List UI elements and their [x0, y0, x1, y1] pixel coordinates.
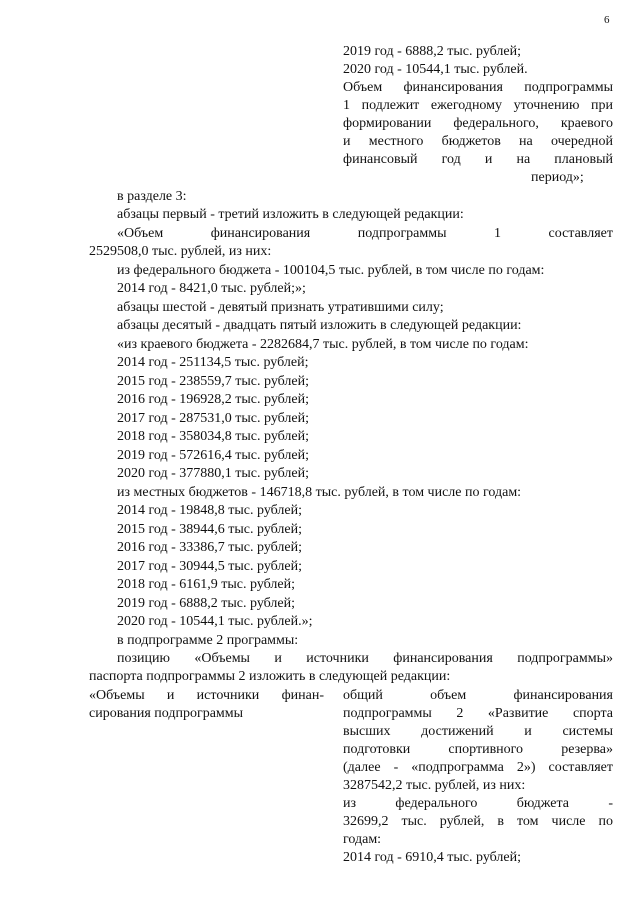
text-line: позицию «Объемы и источники финансирования подпрограммы»	[117, 651, 613, 666]
text-line: период»;	[531, 170, 584, 185]
text-line: 1 подлежит ежегодному уточнению при	[343, 98, 613, 113]
table-right-cell-line: 3287542,2 тыс. рублей, из них:	[343, 778, 526, 793]
text-line: Объем финансирования подпрограммы	[343, 80, 613, 95]
table-right-cell-line: общий объем финансирования	[343, 688, 613, 703]
text-line: 2019 год - 6888,2 тыс. рублей;	[343, 44, 522, 59]
table-left-cell-line: «Объемы и источники финан-	[89, 688, 324, 703]
text-line: 2017 год - 30944,5 тыс. рублей;	[117, 559, 303, 574]
text-line: 2014 год - 251134,5 тыс. рублей;	[117, 355, 309, 370]
table-right-cell-line: 2014 год - 6910,4 тыс. рублей;	[343, 850, 522, 865]
text-line: 2017 год - 287531,0 тыс. рублей;	[117, 411, 310, 426]
text-line: из местных бюджетов - 146718,8 тыс. рублей, в том числе по годам:	[117, 485, 522, 500]
table-right-cell-line: из федерального бюджета -	[343, 796, 613, 811]
text-line: 2019 год - 572616,4 тыс. рублей;	[117, 448, 310, 463]
text-line: в разделе 3:	[117, 189, 187, 204]
text-line: 2529508,0 тыс. рублей, из них:	[89, 244, 272, 259]
text-line: формировании федерального, краевого	[343, 116, 613, 131]
table-right-cell-line: 32699,2 тыс. рублей, в том числе по	[343, 814, 613, 829]
text-line: из федерального бюджета - 100104,5 тыс. рублей, в том числе по годам:	[117, 263, 545, 278]
table-right-cell-line: годам:	[343, 832, 382, 847]
text-line: 2020 год - 10544,1 тыс. рублей.	[343, 62, 528, 77]
table-right-cell-line: подготовки спортивного резерва»	[343, 742, 613, 757]
table-right-cell-line: подпрограммы 2 «Развитие спорта	[343, 706, 613, 721]
text-line: 2015 год - 238559,7 тыс. рублей;	[117, 374, 310, 389]
text-line: и местного бюджетов на очередной	[343, 134, 613, 149]
text-line: 2020 год - 10544,1 тыс. рублей.»;	[117, 614, 313, 629]
text-line: 2016 год - 33386,7 тыс. рублей;	[117, 540, 303, 555]
table-left-cell-line: сирования подпрограммы	[89, 706, 244, 721]
text-line: 2018 год - 358034,8 тыс. рублей;	[117, 429, 310, 444]
text-line: 2018 год - 6161,9 тыс. рублей;	[117, 577, 296, 592]
text-line: паспорта подпрограммы 2 изложить в следующей редакции:	[89, 669, 451, 684]
text-line: 2014 год - 8421,0 тыс. рублей;»;	[117, 281, 306, 296]
text-line: «Объем финансирования подпрограммы 1 составляет	[117, 226, 613, 241]
table-right-cell-line: высших достижений и системы	[343, 724, 613, 739]
page-number: 6	[604, 14, 610, 26]
text-line: абзацы первый - третий изложить в следующей редакции:	[117, 207, 464, 222]
text-line: финансовый год и на плановый	[343, 152, 613, 167]
text-line: 2015 год - 38944,6 тыс. рублей;	[117, 522, 303, 537]
text-line: 2014 год - 19848,8 тыс. рублей;	[117, 503, 303, 518]
text-line: 2020 год - 377880,1 тыс. рублей;	[117, 466, 310, 481]
text-line: в подпрограмме 2 программы:	[117, 633, 299, 648]
text-line: 2016 год - 196928,2 тыс. рублей;	[117, 392, 310, 407]
text-line: абзацы шестой - девятый признать утратившими силу;	[117, 300, 444, 315]
text-line: 2019 год - 6888,2 тыс. рублей;	[117, 596, 296, 611]
text-line: «из краевого бюджета - 2282684,7 тыс. рублей, в том числе по годам:	[117, 337, 529, 352]
text-line: абзацы десятый - двадцать пятый изложить в следующей редакции:	[117, 318, 522, 333]
table-right-cell-line: (далее - «подпрограмма 2») составляет	[343, 760, 613, 775]
